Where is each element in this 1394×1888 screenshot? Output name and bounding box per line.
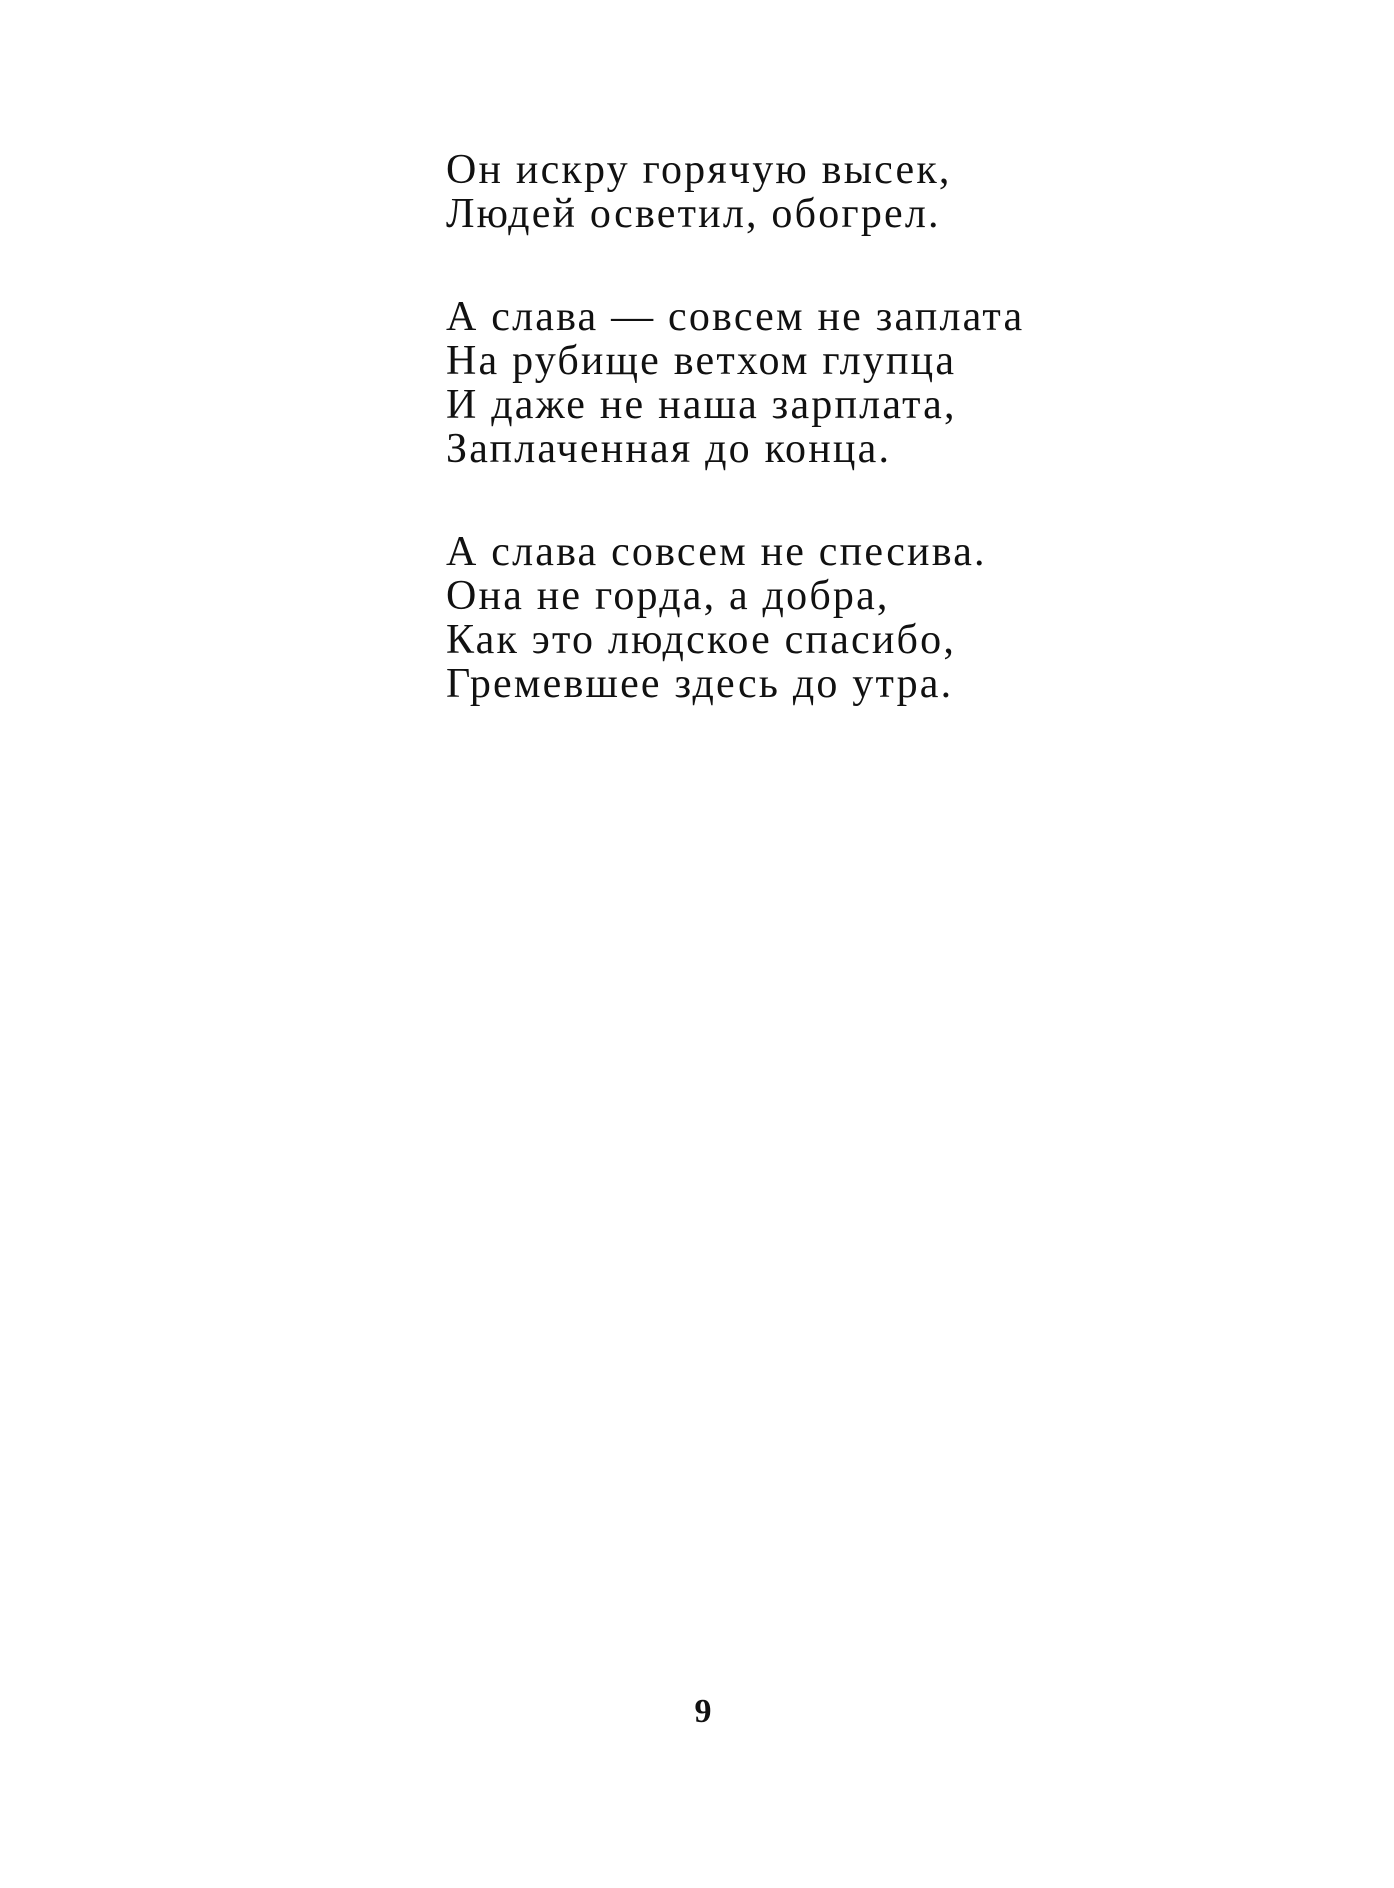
poem-line: Заплаченная до конца. <box>446 426 892 472</box>
stanza-2 <box>446 295 1146 471</box>
poem-line: Она не горда, а добра, <box>446 573 890 619</box>
poem-line: Как это людское спасибо, <box>446 617 957 663</box>
poem-line: На рубище ветхом глупца <box>446 338 957 384</box>
poem-line: Людей осветил, обогрел. <box>446 191 941 237</box>
poem-line: И даже не наша зарплата, <box>446 382 957 428</box>
stanza-1 <box>446 148 1146 236</box>
stanza-3 <box>446 530 1146 706</box>
poem-line: А слава совсем не спесива. <box>446 529 987 575</box>
poem-line: Гремевшее здесь до утра. <box>446 661 954 707</box>
poem-text <box>446 148 1146 765</box>
poem-line: А слава — совсем не заплата <box>446 294 1025 340</box>
poem-line: Он искру горячую высек, <box>446 147 952 193</box>
page-number: 9 <box>694 1693 712 1730</box>
